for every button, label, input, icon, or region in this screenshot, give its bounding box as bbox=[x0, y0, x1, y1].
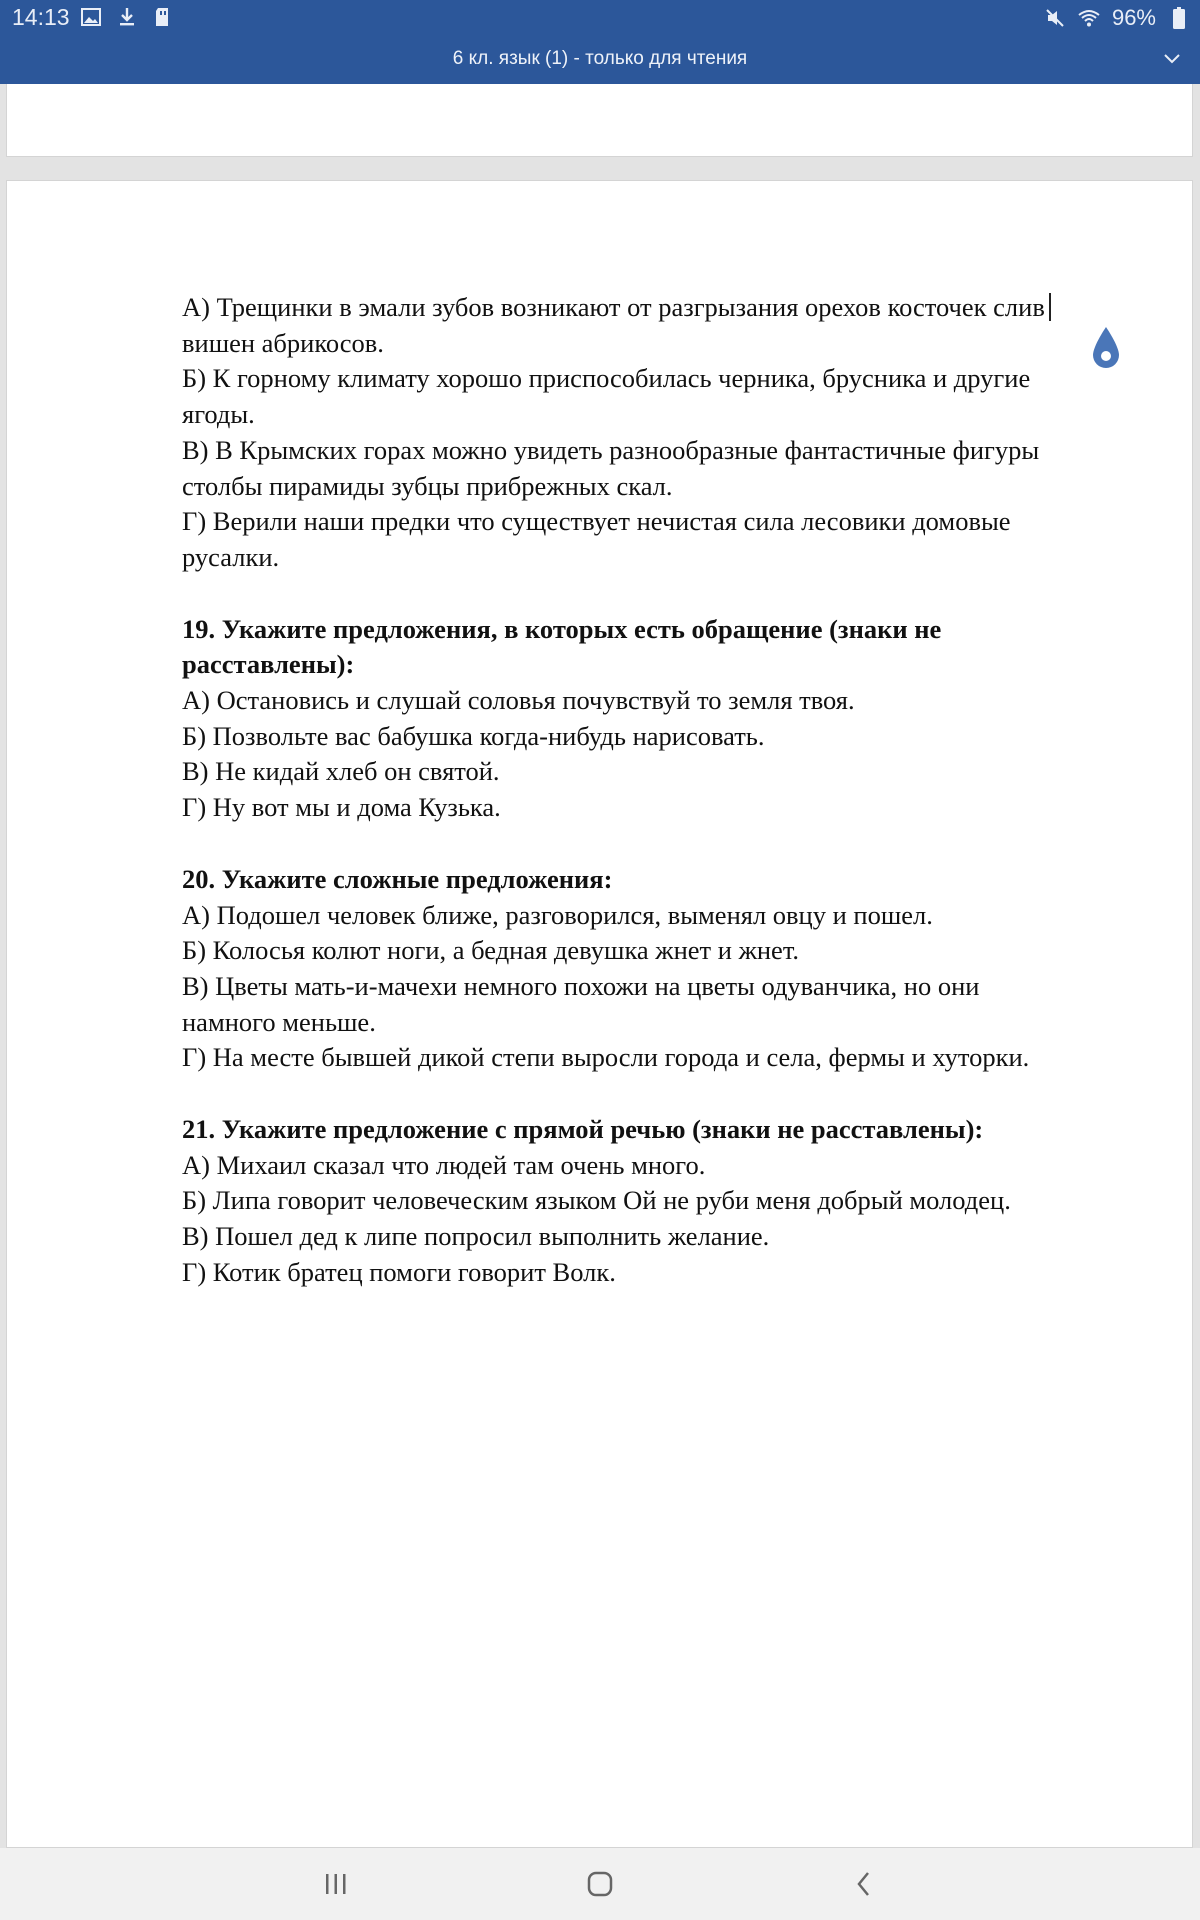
image-icon bbox=[80, 6, 102, 28]
option-line: Г) Ну вот мы и дома Кузька. bbox=[182, 792, 501, 823]
chevron-down-icon[interactable] bbox=[1162, 52, 1182, 66]
option-line: Б) Позвольте вас бабушка когда-нибудь нарисовать. bbox=[182, 720, 765, 751]
text-line: вишен абрикосов. bbox=[182, 327, 384, 358]
option-line: Г) Котик братец помоги говорит Волк. bbox=[182, 1256, 616, 1287]
text-line: русалки. bbox=[182, 541, 280, 572]
mute-icon bbox=[1044, 7, 1066, 29]
option-line: Б) Липа говорит человеческим языком Ой не руби меня добрый молодец. bbox=[182, 1185, 1011, 1216]
battery-percent: 96% bbox=[1111, 5, 1156, 30]
option-line: намного меньше. bbox=[182, 1006, 376, 1037]
text-cursor bbox=[1049, 293, 1051, 321]
option-line: А) Остановись и слушай соловья почувствуй то земля твоя. bbox=[182, 685, 855, 716]
status-icons-right bbox=[1044, 5, 1190, 31]
option-line: В) Не кидай хлеб он святой. bbox=[182, 756, 500, 787]
text-line: столбы пирамиды зубцы прибрежных скал. bbox=[182, 470, 673, 501]
battery-icon bbox=[1168, 7, 1190, 29]
text-line: Б) К горному климату хорошо приспособилась черника, брусника и другие bbox=[182, 363, 1031, 394]
option-line: А) Михаил сказал что людей там очень много. bbox=[182, 1149, 706, 1180]
app-header bbox=[0, 0, 1200, 84]
question-21-title: 21. Укажите предложение с прямой речью (знаки не расставлены): bbox=[182, 1114, 984, 1145]
text-line: В) В Крымских горах можно увидеть разнообразные фантастичные фигуры bbox=[182, 434, 1040, 465]
download-icon bbox=[116, 6, 138, 28]
question-19-title: расставлены): bbox=[182, 649, 355, 680]
home-icon[interactable] bbox=[570, 1860, 630, 1908]
text-line: Г) Верили наши предки что существует нечистая сила лесовики домовые bbox=[182, 506, 1011, 537]
document-body bbox=[182, 290, 1112, 1291]
cursor-handle-icon[interactable] bbox=[1091, 326, 1121, 370]
document-page bbox=[6, 180, 1193, 1848]
text-line: ягоды. bbox=[182, 399, 255, 430]
option-line: В) Пошел дед к липе попросил выполнить желание. bbox=[182, 1221, 770, 1252]
option-line: Г) На месте бывшей дикой степи выросли города и села, фермы и хуторки. bbox=[182, 1042, 1030, 1073]
status-time: 14:13 bbox=[12, 4, 70, 30]
option-line: Б) Колосья колют ноги, а бедная девушка жнет и жнет. bbox=[182, 935, 800, 966]
document-title: 6 кл. язык (1) - только для чтения bbox=[452, 48, 748, 69]
option-line: В) Цветы мать-и-мачехи немного похожи на цветы одуванчика, но они bbox=[182, 970, 980, 1001]
recent-apps-icon[interactable] bbox=[306, 1860, 366, 1908]
back-icon[interactable] bbox=[834, 1860, 894, 1908]
text-line: А) Трещинки в эмали зубов возникают от разгрызания орехов косточек слив bbox=[182, 290, 1112, 326]
question-19-title: 19. Укажите предложения, в которых есть обращение (знаки не bbox=[182, 613, 942, 644]
sd-card-icon bbox=[152, 6, 174, 28]
status-icons-left bbox=[80, 6, 174, 28]
question-20-title: 20. Укажите сложные предложения: bbox=[182, 863, 613, 894]
system-nav-bar bbox=[0, 1848, 1200, 1920]
document-page-previous bbox=[6, 84, 1193, 157]
option-line: А) Подошел человек ближе, разговорился, выменял овцу и пошел. bbox=[182, 899, 933, 930]
wifi-icon bbox=[1078, 7, 1100, 29]
